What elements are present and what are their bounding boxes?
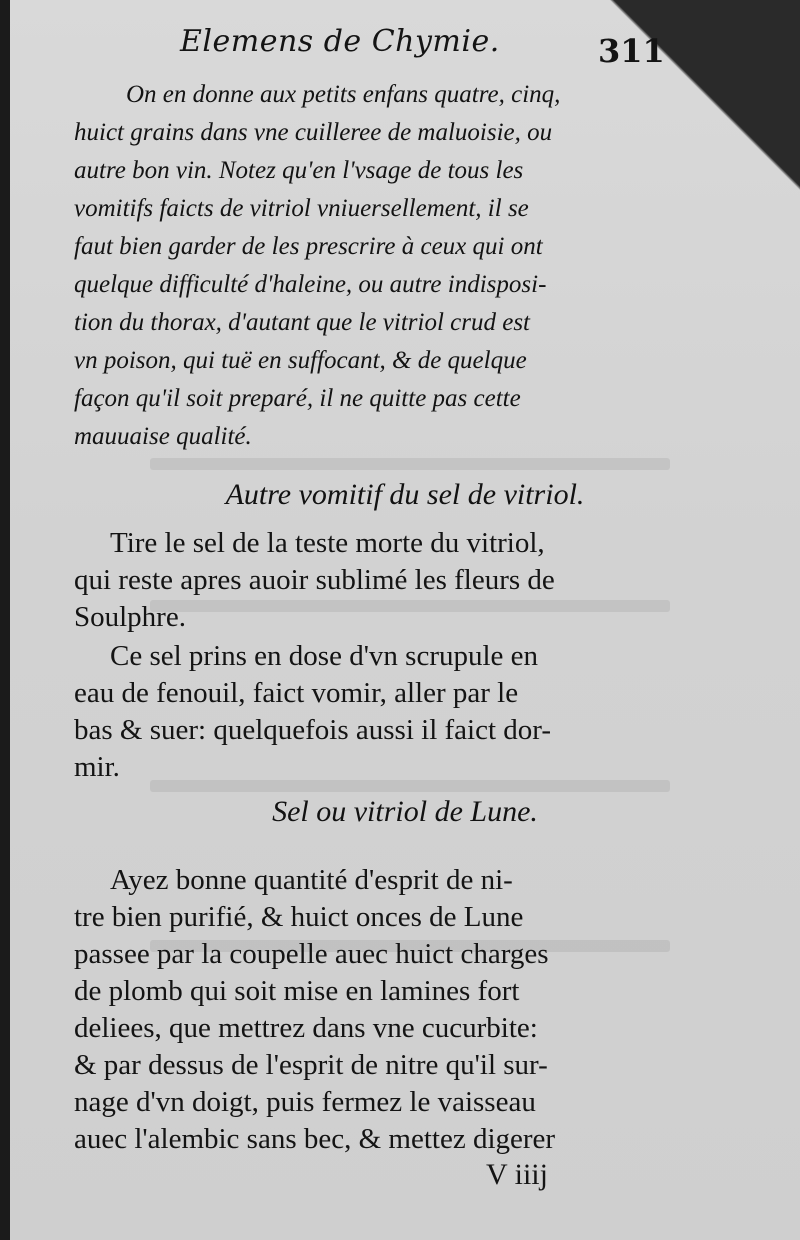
text-line: huict grains dans vne cuilleree de maluoisie, ou — [74, 119, 553, 146]
text-line: de plomb qui soit mise en lamines fort — [74, 975, 520, 1007]
text-line: tre bien purifié, & huict onces de Lune — [74, 901, 524, 933]
text-line: On en donne aux petits enfans quatre, cinq, — [126, 81, 561, 108]
text-line: auec l'alembic sans bec, & mettez digerer — [74, 1123, 556, 1155]
page-number: 311 — [598, 32, 665, 70]
running-title: Elemens de Chymie. — [180, 24, 500, 59]
text-line: bas & suer: quelquefois aussi il faict dor- — [74, 714, 551, 746]
text-line: passee par la coupelle auec huict charges — [74, 938, 549, 970]
signature-mark: V iiij — [486, 1158, 548, 1191]
paragraph — [74, 638, 674, 786]
text-line: quelque difficulté d'haleine, ou autre indisposi- — [74, 271, 547, 298]
paragraph — [74, 862, 674, 1158]
text-line: façon qu'il soit preparé, il ne quitte pas cette — [74, 385, 521, 412]
text-line: Soulphre. — [74, 601, 186, 633]
text-line: tion du thorax, d'autant que le vitriol crud est — [74, 309, 530, 336]
text-line: mir. — [74, 751, 120, 783]
text-line: autre bon vin. Notez qu'en l'vsage de tous les — [74, 157, 524, 184]
italic-paragraph — [74, 76, 674, 456]
text-line: qui reste apres auoir sublimé les fleurs de — [74, 564, 555, 596]
text-line: eau de fenouil, faict vomir, aller par le — [74, 677, 519, 709]
bleed-through-line — [150, 458, 670, 470]
text-line: deliees, que mettrez dans vne cucurbite: — [74, 1012, 538, 1044]
text-line: Ayez bonne quantité d'esprit de ni- — [110, 864, 513, 896]
text-line: nage d'vn doigt, puis fermez le vaisseau — [74, 1086, 536, 1118]
section-heading: Autre vomitif du sel de vitriol. — [225, 478, 585, 511]
text-line: faut bien garder de les prescrire à ceux qui ont — [74, 233, 543, 260]
section-heading: Sel ou vitriol de Lune. — [272, 795, 538, 828]
text-line: Ce sel prins en dose d'vn scrupule en — [110, 640, 539, 672]
text-line: & par dessus de l'esprit de nitre qu'il sur- — [74, 1049, 548, 1081]
text-line: vn poison, qui tuë en suffocant, & de quelque — [74, 347, 527, 374]
paragraph — [74, 525, 674, 636]
text-line: mauuaise qualité. — [74, 423, 252, 450]
text-line: vomitifs faicts de vitriol vniuersellement, il se — [74, 195, 529, 222]
book-page — [10, 0, 800, 1240]
text-line: Tire le sel de la teste morte du vitriol, — [110, 527, 545, 559]
